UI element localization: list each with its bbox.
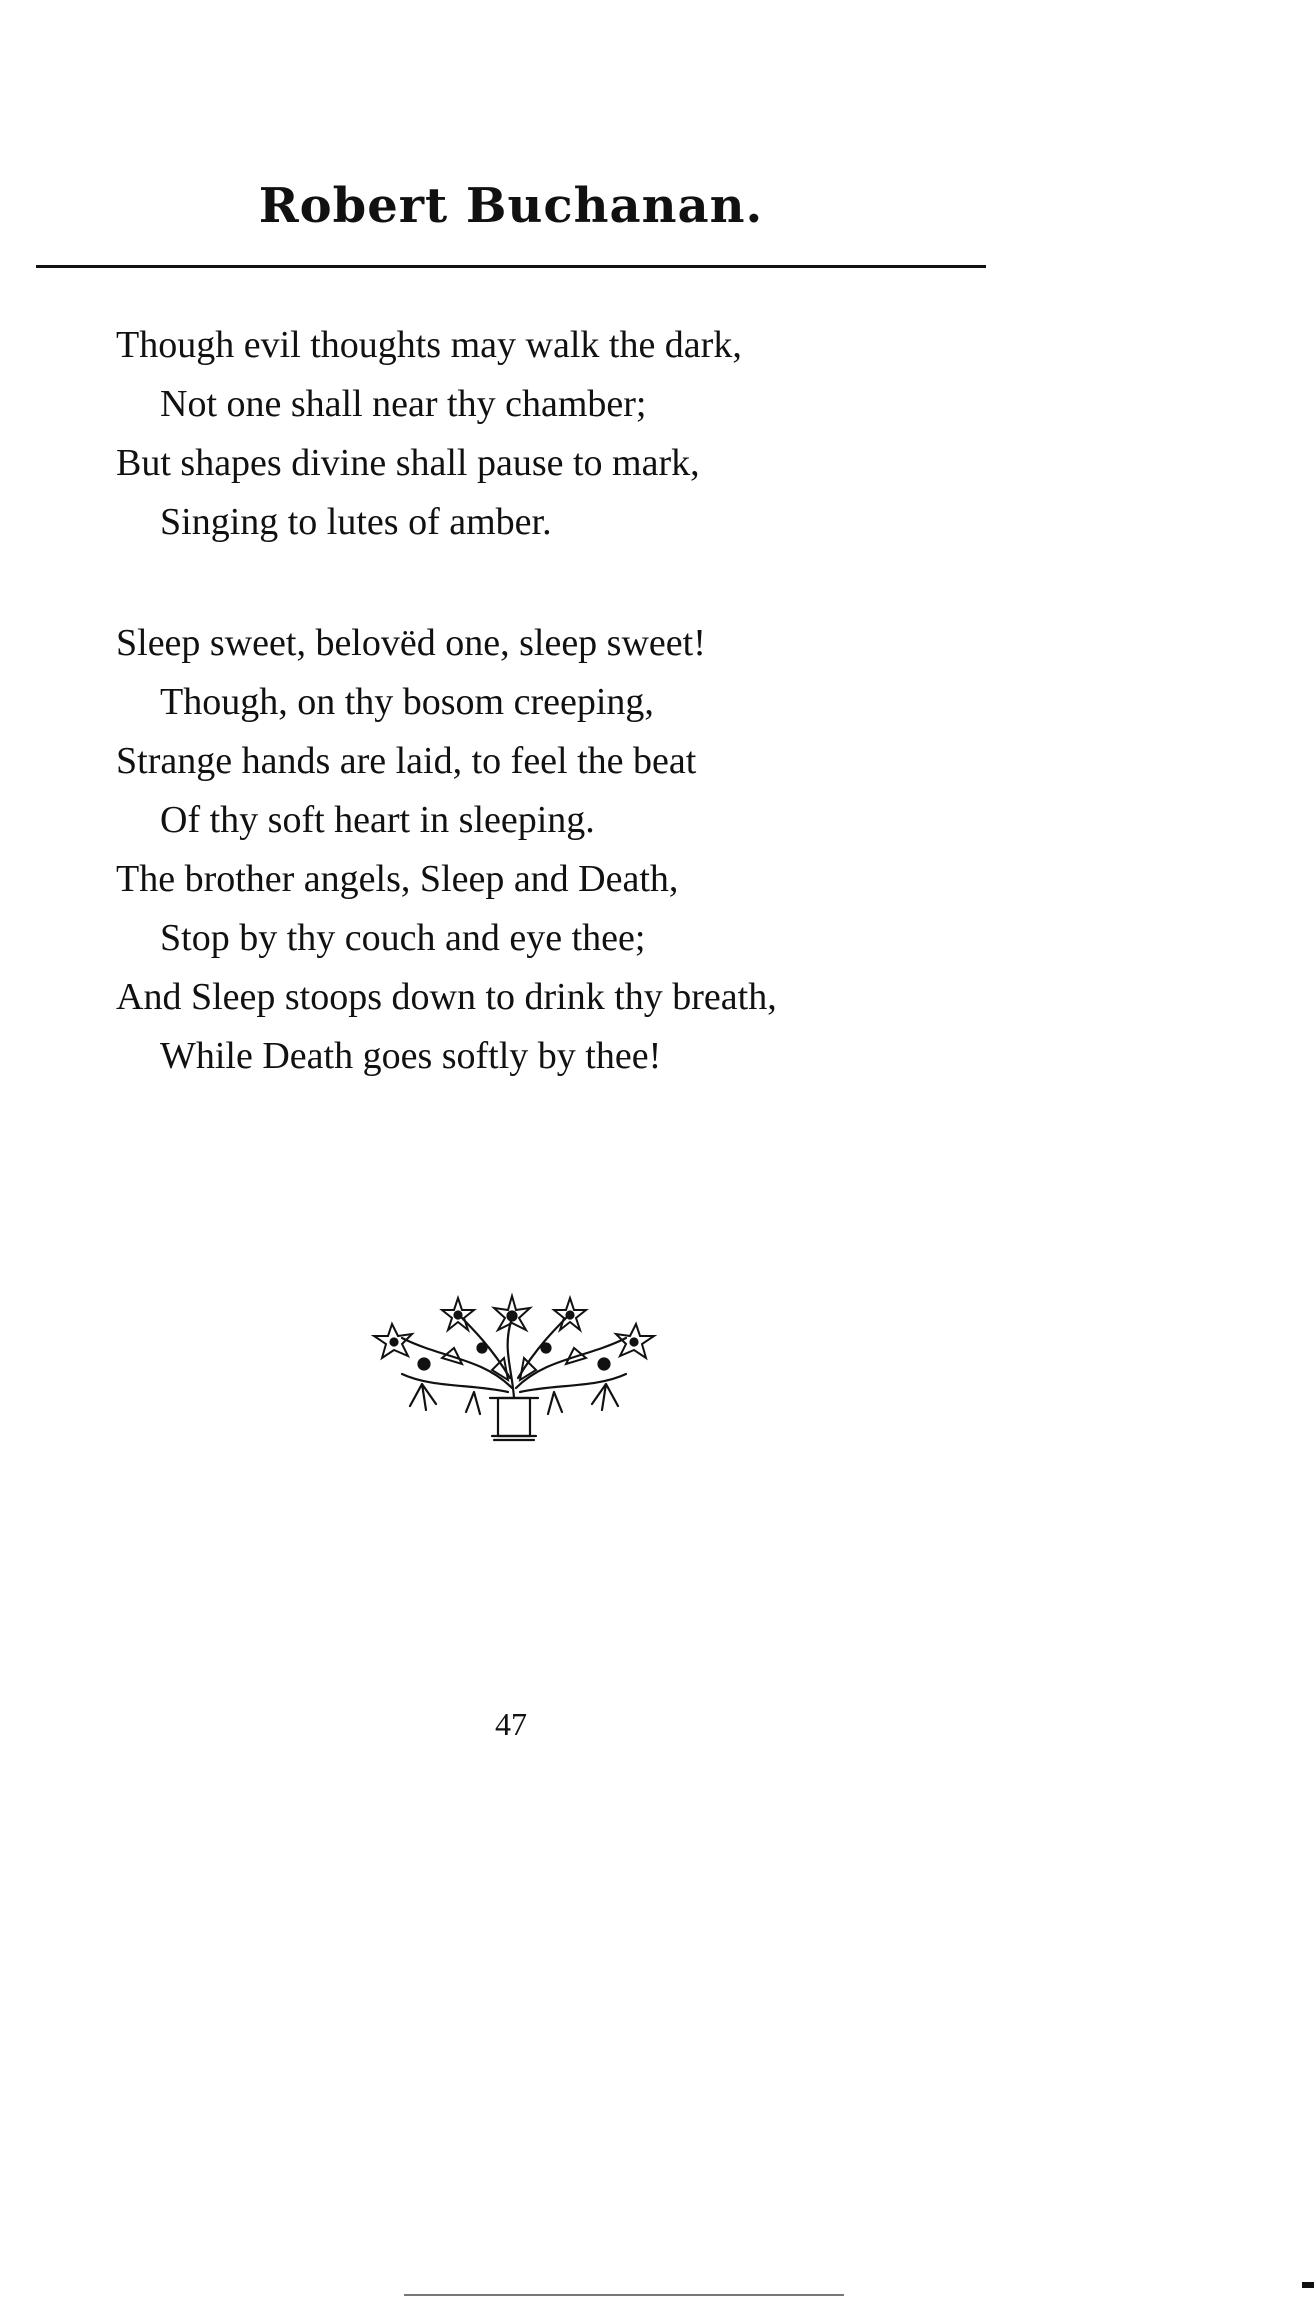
poem-line: Though, on thy bosom creeping, (160, 681, 654, 723)
poem-line: Sleep sweet, belovëd one, sleep sweet! (116, 622, 706, 664)
poem-line: Not one shall near thy chamber; (160, 383, 647, 425)
footer-rule (404, 2294, 844, 2296)
poem-line: Of thy soft heart in sleeping. (160, 799, 595, 841)
edge-mark (1302, 2282, 1314, 2288)
poem-line: Singing to lutes of amber. (160, 501, 552, 543)
poem-line: But shapes divine shall pause to mark, (116, 442, 700, 484)
poem-line: While Death goes softly by thee! (160, 1035, 662, 1077)
poem-line: Though evil thoughts may walk the dark, (116, 324, 742, 366)
poem-line: Stop by thy couch and eye thee; (160, 917, 646, 959)
poem-line: And Sleep stoops down to drink thy breath, (116, 976, 777, 1018)
running-title: Robert Buchanan. (258, 178, 764, 234)
header-rule (36, 265, 986, 268)
poem-line: The brother angels, Sleep and Death, (116, 858, 679, 900)
stanza-1 (116, 316, 1016, 552)
floral-vase-ornament-icon (362, 1288, 666, 1448)
poem-line: Strange hands are laid, to feel the beat (116, 740, 697, 782)
page-number: 47 (495, 1706, 527, 1742)
stanza-2 (116, 614, 1016, 1086)
poem (116, 316, 1016, 1086)
